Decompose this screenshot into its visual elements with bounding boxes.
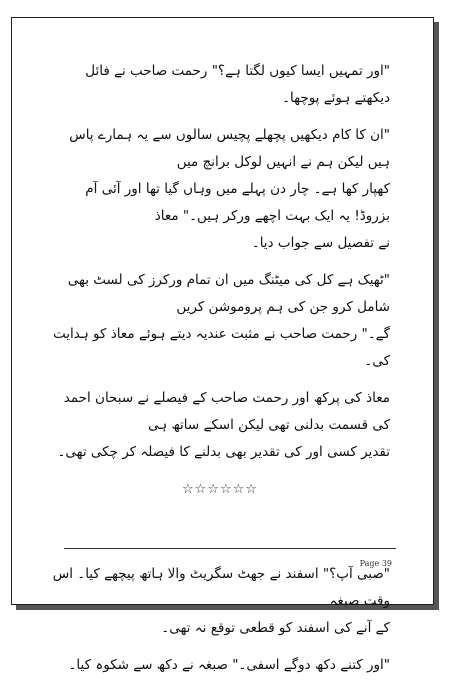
paragraph-3 xyxy=(50,267,390,375)
text-line: "اور کتنے دکھ دوگے اسفی۔" صبغہ نے دکھ سے شکوہ کیا۔ xyxy=(68,657,390,673)
section-separator: ☆☆☆☆☆☆ xyxy=(182,482,258,497)
paragraph-4 xyxy=(50,385,390,466)
text-line: "صبی آپ؟" اسفند نے جھٹ سگریٹ والا ہاتھ پیچھے کیا۔ اس وقت صبغہ xyxy=(52,566,390,609)
page-content xyxy=(50,58,390,689)
paragraph-1 xyxy=(50,58,390,112)
page-number: Page 39 xyxy=(359,559,392,568)
text-line: کھپار کھا ہے۔ چار دن پہلے میں وہاں گیا تھا اور آئی آم بزروڈ! یہ ایک بہت اچھے ورکر ہیں۔" معاذ xyxy=(85,181,390,224)
text-line: "ان کا کام دیکھیں پچھلے پچیس سالوں سے یہ ہمارے پاس ہیں لیکن ہم نے انہیں لوکل برانچ میں xyxy=(69,127,390,170)
text-line: معاذ کی پرکھ اور رحمت صاحب کے فیصلے نے سبحان احمد کی قسمت بدلنی تھی لیکن اسکے ساتھ ہی xyxy=(63,390,390,433)
paragraph-6 xyxy=(50,652,390,679)
paragraph-2 xyxy=(50,122,390,257)
text-line: کے آنے کی اسفند کو قطعی توقع نہ تھی۔ xyxy=(161,620,390,636)
text-line: نے تفصیل سے جواب دیا۔ xyxy=(251,235,390,251)
text-line: تقدیر کسی اور کی تقدیر بھی بدلنے کا فیصلہ کر چکی تھی۔ xyxy=(57,444,390,460)
paragraph-5 xyxy=(50,561,390,642)
footer-divider xyxy=(64,548,396,549)
text-line: گے۔" رحمت صاحب نے مثبت عندیہ دیتے ہوئے معاذ کو ہدایت کی۔ xyxy=(53,326,390,369)
text-line: "ٹھیک ہے کل کی میٹنگ میں ان تمام ورکرز کی لسٹ بھی شامل کرو جن کی ہم پروموشن کریں xyxy=(67,272,390,315)
text-line: "اور تمہیں ایسا کیوں لگتا ہے؟" رحمت صاحب نے فائل دیکھتے ہوئے پوچھا۔ xyxy=(85,63,390,106)
